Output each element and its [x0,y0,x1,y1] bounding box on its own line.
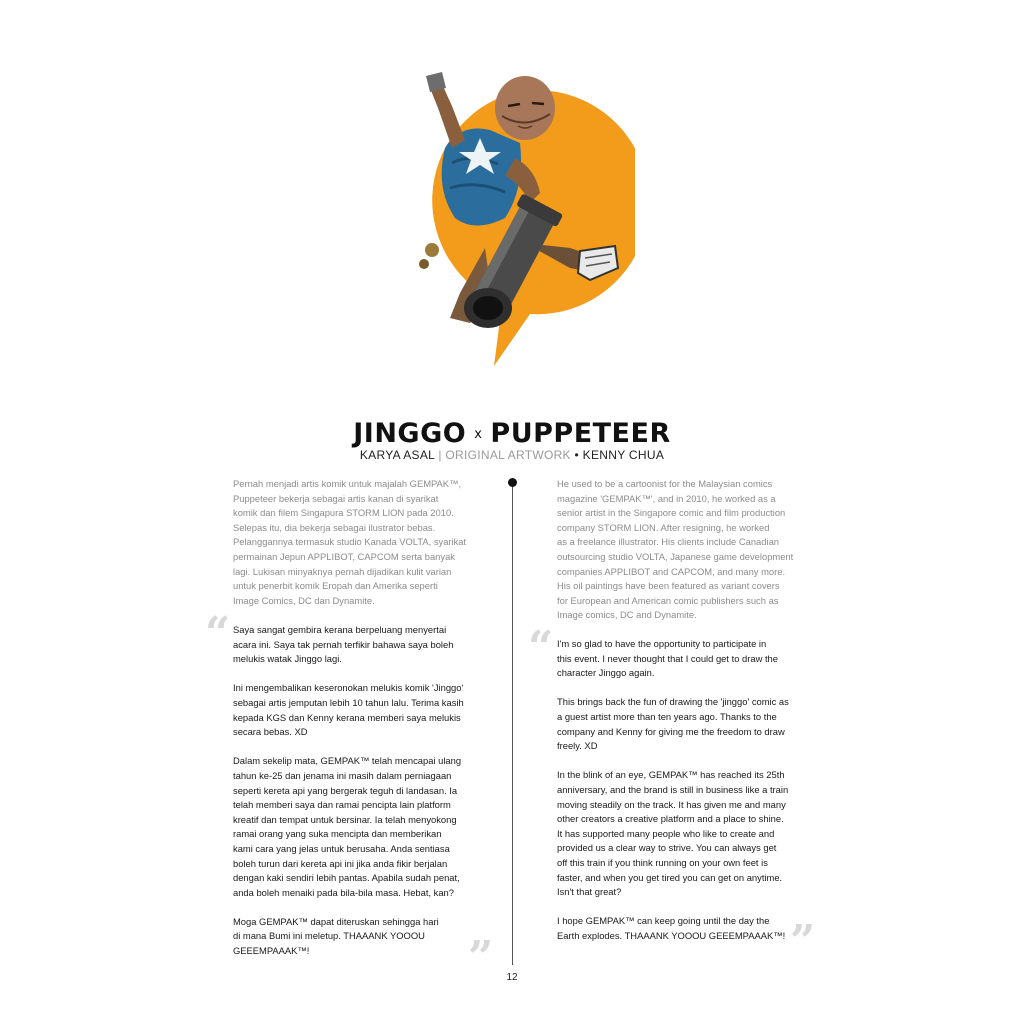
text-line: Earth explodes. THAAANK YOOOU GEEEMPAAAK™! [557,929,786,941]
right-intro [557,477,802,623]
text-line: for European and American comic publishers such as [557,594,779,606]
text-line: companies APPLIBOT and CAPCOM, and many more. [557,565,786,577]
close-quote-icon: ” [790,916,816,967]
text-line: ramai orang yang suka mencipta dan memberikan [233,828,442,840]
text-line: komik dan filem Singapura STORM LION pada 2010. [233,507,454,519]
text-line: off this train if you think running on your own feet is [557,856,768,868]
subtitle-karya-asal: KARYA ASAL [359,448,435,462]
page-number: 12 [506,972,518,983]
text-line: company STORM LION. After resigning, he worked [557,521,770,533]
text-line: as a freelance illustrator. His clients include Canadian [557,536,779,548]
paragraph [557,695,802,753]
text-line: boleh turun dari kereta api ini jika anda fikir berjalan [233,857,448,869]
text-line: Pernah menjadi artis komik untuk majalah GEMPAK™, [233,478,462,489]
text-line: Ini mengembalikan keseronokan melukis komik 'Jinggo' [233,682,464,694]
text-line: Saya sangat gembira kerana berpeluang menyertai [233,624,447,635]
paragraph [233,754,478,900]
title-jinggo: JINGGO [353,418,467,449]
text-line: moving steadily on the track. It has given me and many [557,798,786,810]
text-line: outsourcing studio VOLTA, Japanese game development [557,550,794,562]
text-line: kreatif dan tempat untuk bersinar. Ia telah menyokong [233,813,457,825]
divider-dot [508,478,517,487]
text-line: senior artist in the Singapore comic and film production [557,507,786,519]
text-line: I hope GEMPAK™ can keep going until the day the [557,915,770,927]
text-line: company and Kenny for giving me the freedom to draw [557,725,785,737]
text-line: magazine 'GEMPAK™', and in 2010, he worked as a [557,492,776,504]
text-line: Puppeteer bekerja sebagai artis kanan di syarikat [233,492,439,504]
text-line: GEEEMPAAAK™! [233,945,310,957]
title-puppeteer: PUPPETEER [490,418,671,449]
text-line: Isn't that great? [557,886,622,898]
text-line: anda boleh menaiki pada bila-bila masa. Hebat, kan? [233,886,454,898]
text-line: His oil paintings have been featured as variant covers [557,580,780,592]
text-line: Image comics, DC and Dynamite. [557,609,697,621]
jinggo-artwork [390,68,635,368]
paragraph [233,915,478,959]
text-line: tahun ke-25 dan jenama ini masih dalam perniagaan [233,769,452,781]
subtitle-original-artwork: ORIGINAL ARTWORK [445,448,571,462]
text-line: secara bebas. XD [233,726,308,738]
text-line: provided us a clear way to strive. You can always get [557,842,777,854]
text-line: It has supported many people who like to create and [557,827,775,839]
text-line: permainan Jepun APPLIBOT, CAPCOM serta banyak [233,550,455,562]
paragraph [233,623,478,667]
text-line: Selepas itu, dia bekerja sebagai ilustrator bebas. [233,521,436,533]
paragraph [557,914,802,943]
paragraph [233,681,478,739]
text-line: Dalam sekelip mata, GEMPAK™ telah mencapai ulang [233,755,462,767]
text-line: This brings back the fun of drawing the 'jinggo' comic as [557,696,789,708]
text-line: In the blink of an eye, GEMPAK™ has reached its 25th [557,769,785,781]
text-line: dengan kaki sendiri lebih pantas. Apabila sudah penat, [233,872,460,884]
subtitle-bullet: • [570,448,583,462]
title-x: x [474,427,483,442]
paragraph [557,768,802,899]
text-line: other creators a creative platform and a place to shine. [557,813,784,825]
text-line: Moga GEMPAK™ dapat diteruskan sehingga hari [233,915,439,927]
text-line: untuk penerbit komik Eropah dan Amerika seperti [233,580,438,592]
text-line: faster, and when you get tired you can get on anytime. [557,871,783,883]
text-line: Image Comics, DC dan Dynamite. [233,594,375,606]
column-divider [512,487,513,965]
open-quote-icon: “ [528,622,554,673]
paragraph [557,637,802,681]
left-quote-body [233,623,478,973]
text-line: this event. I never thought that I could get to draw the [557,652,778,664]
subtitle-separator: | [434,448,446,462]
text-line: anniversary, and the brand is still in business like a train [557,783,789,795]
close-quote-icon: ” [468,932,494,983]
text-line: kepada KGS dan Kenny kerana memberi saya melukis [233,711,461,723]
right-quote-body [557,637,802,958]
text-line: Pelanggannya termasuk studio Kanada VOLTA, syarikat [233,536,467,548]
text-line: melukis watak Jinggo lagi. [233,653,342,665]
text-line: acara ini. Saya tak pernah terfikir bahawa saya boleh [233,638,454,650]
left-intro [233,477,481,608]
text-line: character Jinggo again. [557,667,655,679]
subtitle-artist: KENNY CHUA [582,448,665,462]
article-title [0,418,1024,449]
text-line: He used to be a cartoonist for the Malaysian comics [557,478,773,489]
text-line: sebagai artis jemputan lebih 10 tahun lalu. Terima kasih [233,696,464,708]
text-line: di mana Bumi ini meletup. THAAANK YOOOU [233,930,425,942]
text-line: freely. XD [557,740,598,752]
text-line: a guest artist more than ten years ago. Thanks to the [557,710,777,722]
text-line: telah memberi saya dan ramai pencipta lain platform [233,799,451,811]
text-line: lagi. Lukisan minyaknya pernah dijadikan kulit varian [233,565,452,577]
open-quote-icon: “ [205,608,231,659]
text-line: kami cara yang jelas untuk berusaha. Anda sentiasa [233,842,450,854]
article-subtitle [0,448,1024,462]
text-line: I'm so glad to have the opportunity to participate in [557,638,767,649]
text-line: seperti kereta api yang bergerak teguh di landasan. Ia [233,784,458,796]
